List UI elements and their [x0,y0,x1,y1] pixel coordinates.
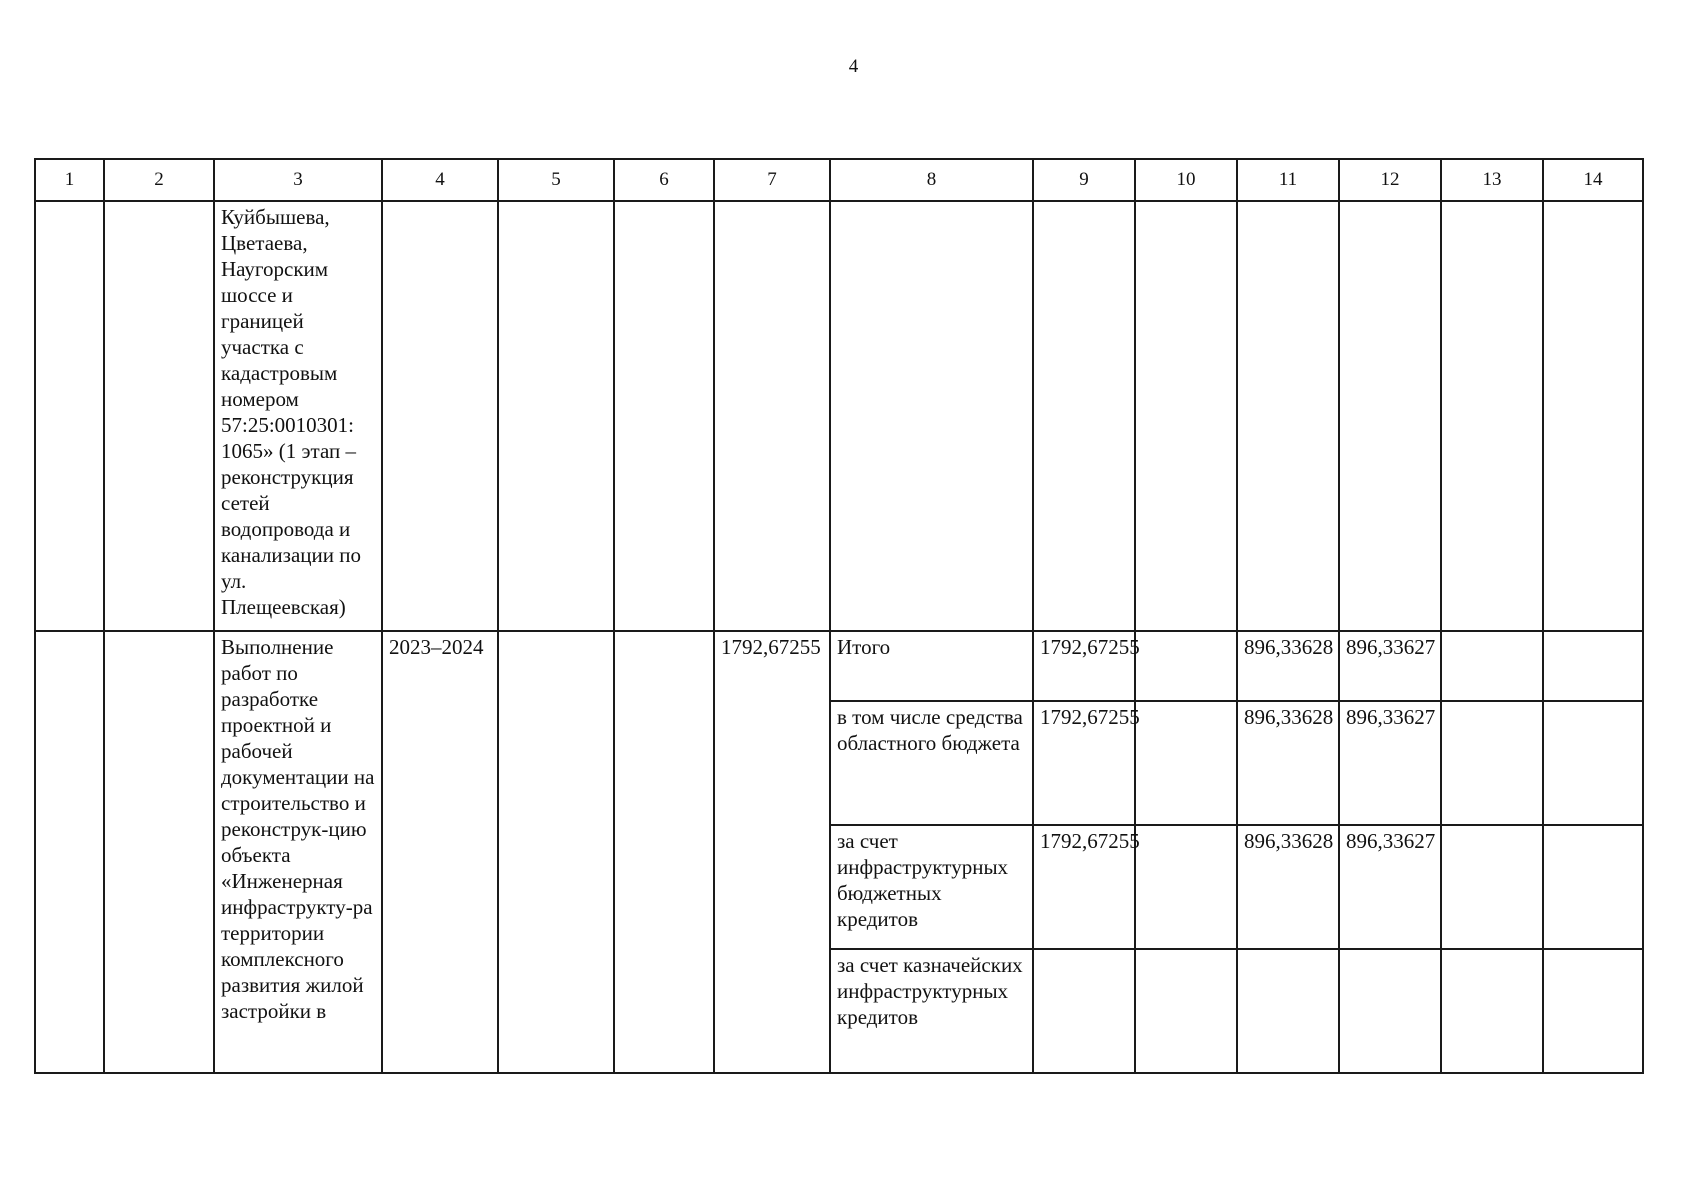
amount-cell: 1792,67255 [1033,825,1135,949]
header-cell-2: 2 [104,159,214,201]
amount-cell: 896,33627 [1339,701,1441,825]
header-cell-14: 14 [1543,159,1643,201]
header-cell-7: 7 [714,159,830,201]
header-cell-5: 5 [498,159,614,201]
header-cell-10: 10 [1135,159,1237,201]
object-description-cell: Куйбышева, Цветаева, Наугорским шоссе и границей участка с кадастровым номером 57:25:0010301: 1065» (1 этап – реконструкция сетей водопровода и канализации по ул. Плещеевская) [214,201,382,631]
header-cell-8: 8 [830,159,1033,201]
amount-cell: 896,33628 [1237,631,1339,701]
source-label-cell: в том числе средства областного бюджета [830,701,1033,825]
total-cost-cell: 1792,67255 [714,631,830,1073]
period-cell: 2023–2024 [382,631,498,1073]
table-row [35,631,1643,701]
header-cell-3: 3 [214,159,382,201]
header-cell-9: 9 [1033,159,1135,201]
amount-cell: 896,33628 [1237,825,1339,949]
header-cell-6: 6 [614,159,714,201]
source-label-cell: Итого [830,631,1033,701]
amount-cell [1237,949,1339,1073]
amount-cell: 1792,67255 [1033,631,1135,701]
source-label-cell: за счет казначейских инфраструктурных кредитов [830,949,1033,1073]
amount-cell: 896,33627 [1339,825,1441,949]
header-cell-4: 4 [382,159,498,201]
budget-table [34,158,1644,1074]
source-label-cell: за счет инфраструктурных бюджетных кредитов [830,825,1033,949]
header-cell-1: 1 [35,159,104,201]
table-row [35,201,1643,631]
amount-cell [1339,949,1441,1073]
header-cell-11: 11 [1237,159,1339,201]
page-number: 4 [848,56,859,77]
header-cell-12: 12 [1339,159,1441,201]
amount-cell: 896,33628 [1237,701,1339,825]
amount-cell: 896,33627 [1339,631,1441,701]
work-description-cell: Выполнение работ по разработке проектной и рабочей документации на строительство и реконструк-цию объекта «Инженерная инфраструкту-ра территории комплексного развития жилой застройки в [214,631,382,1073]
amount-cell: 1792,67255 [1033,701,1135,825]
header-row [35,159,1643,201]
header-cell-13: 13 [1441,159,1543,201]
amount-cell [1033,949,1135,1073]
